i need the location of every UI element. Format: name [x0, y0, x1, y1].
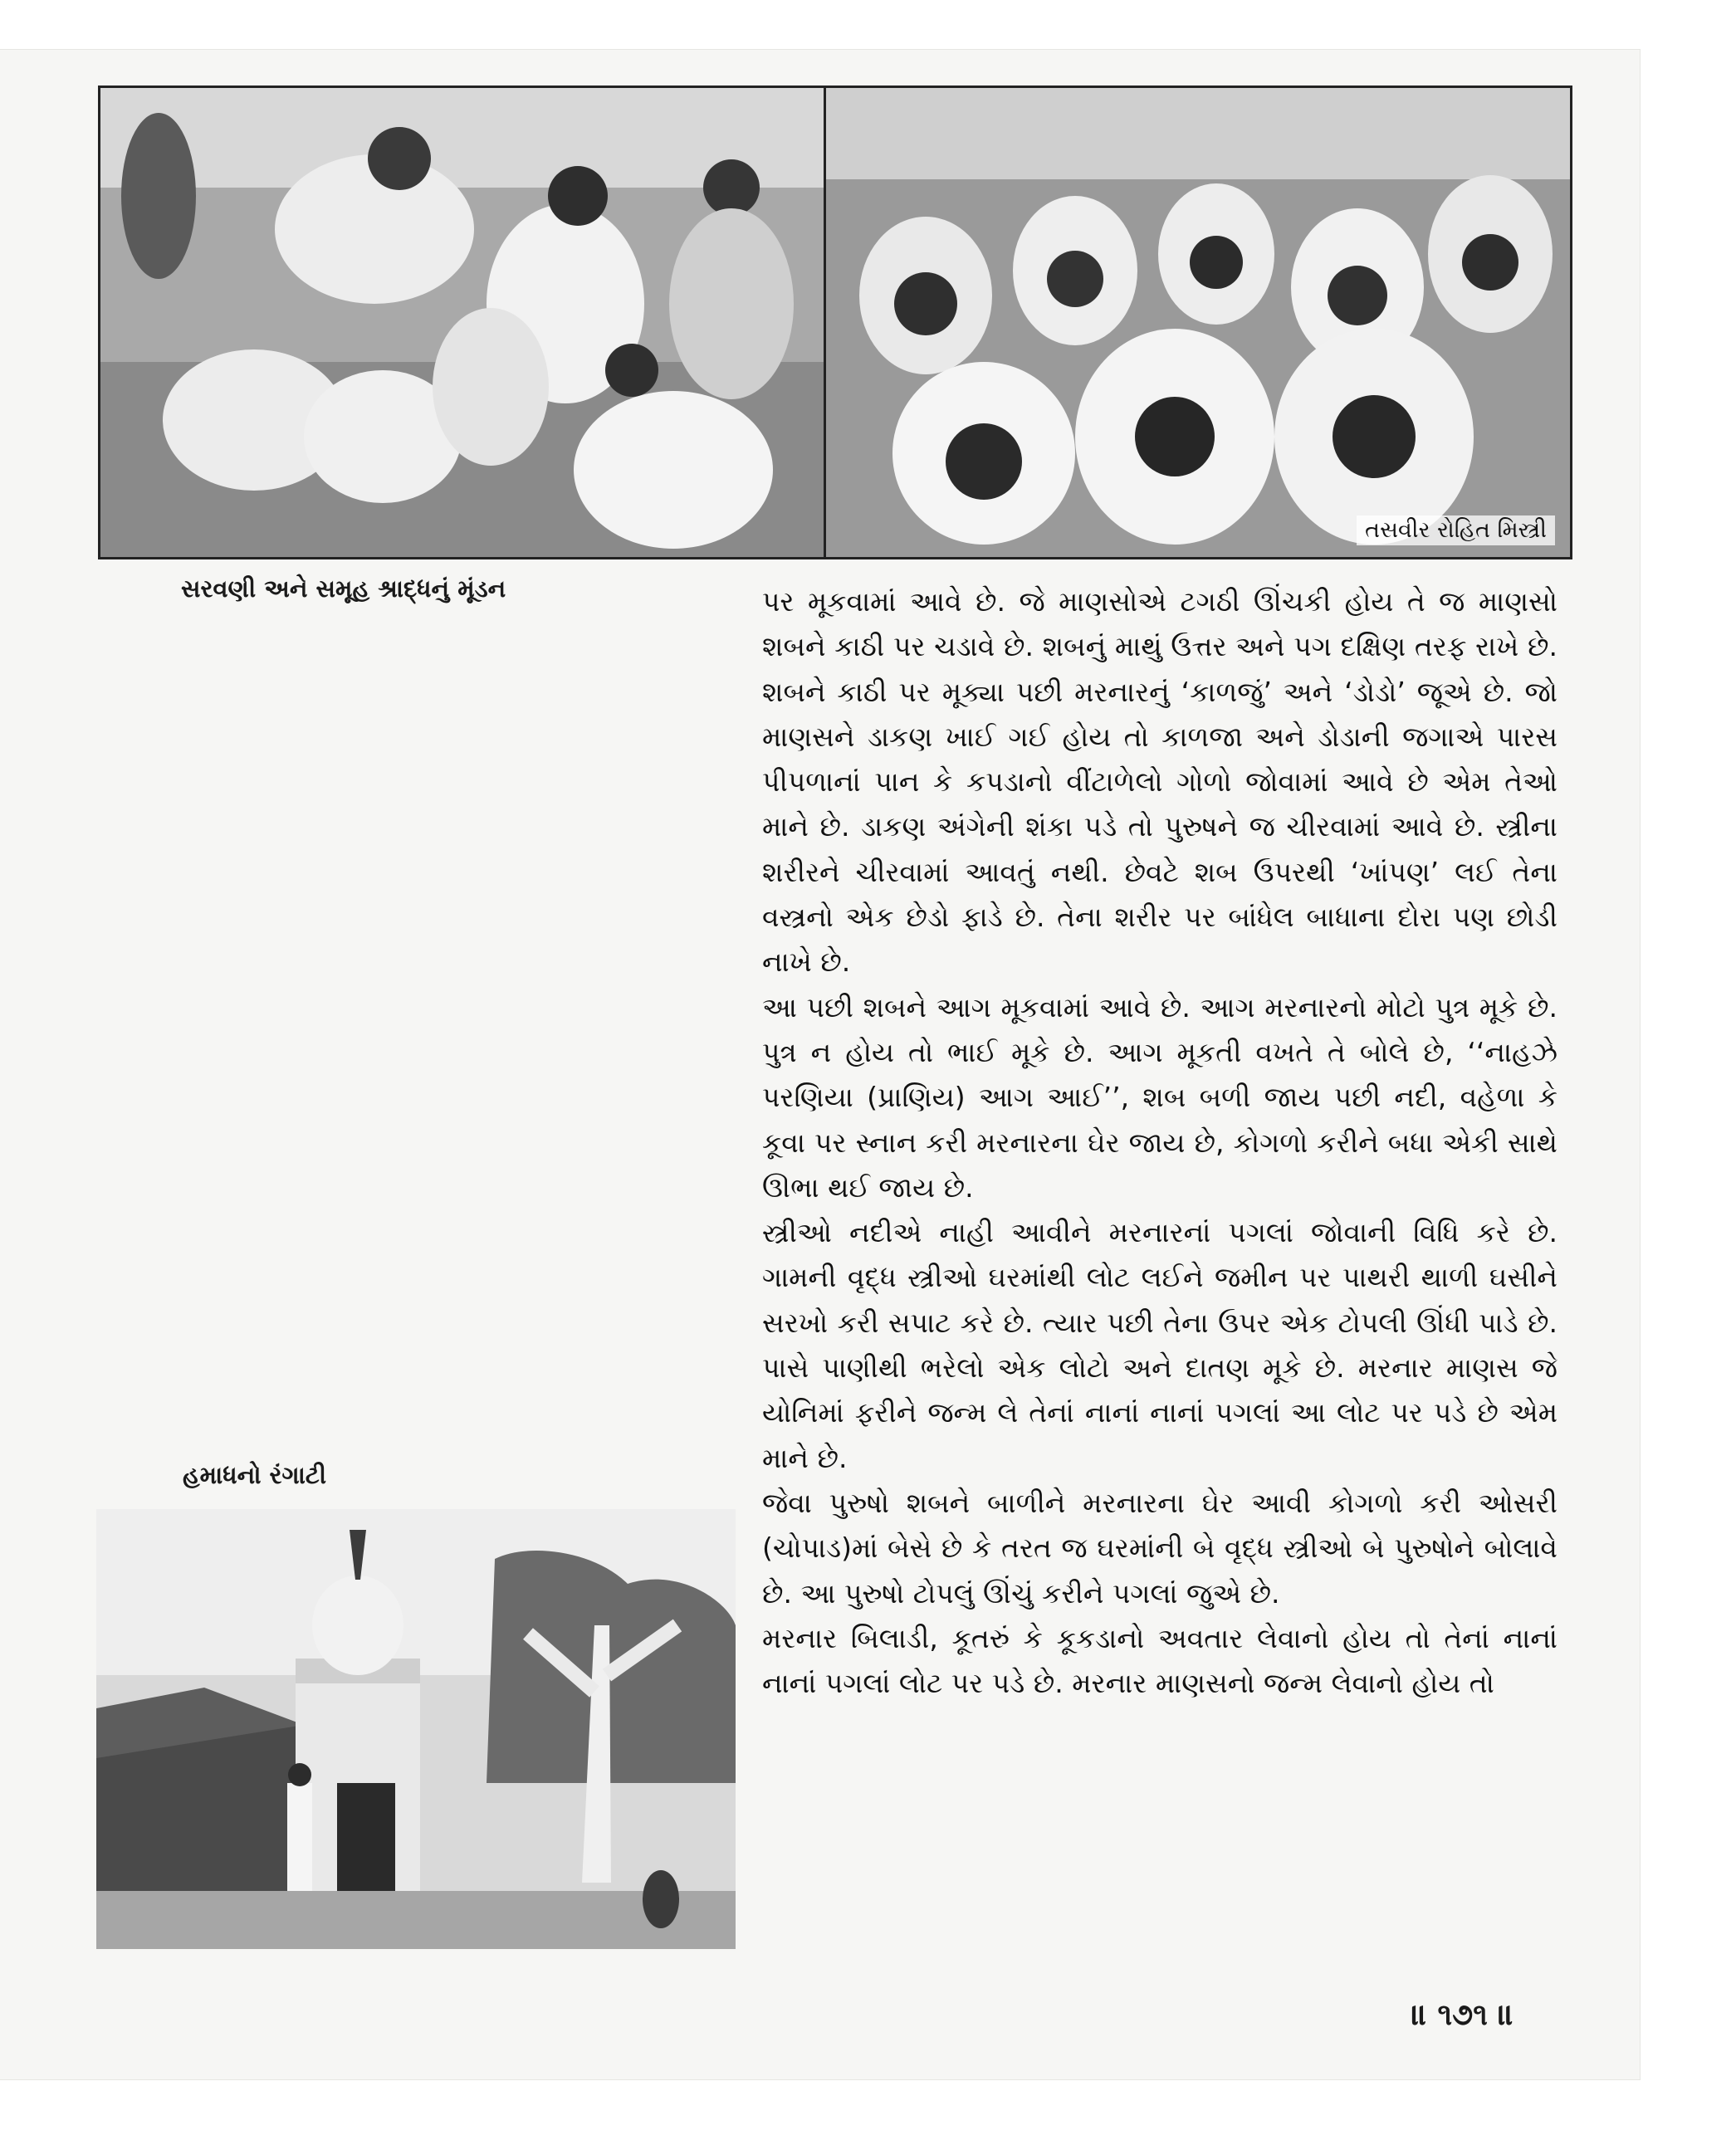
article-body: [762, 579, 1558, 1706]
caption-bottom: હમાધનો રંગાટી: [183, 1461, 326, 1489]
photo-mundan-image: [100, 88, 824, 557]
paragraph: મરનાર બિલાડી, કૂતરું કે કૂકડાનો અવતાર લેવાનો હોય તો તેનાં નાનાં નાનાં પગલાં લોટ પર પડે છે. મરનાર માણસનો જન્મ લેવાનો હોય તો: [762, 1621, 1558, 1700]
photo-women-gathering: [824, 85, 1572, 559]
photo-mundan-crowd: [98, 85, 827, 559]
photo-shrine-image: [96, 1509, 736, 1949]
paragraph: પર મૂકવામાં આવે છે. જે માણસોએ ટગઠી ઊંચકી હોય તે જ માણસો શબને કાઠી પર ચડાવે છે. શબનું માથું ઉત્તર અને પગ દક્ષિણ તરફ રાખે છે. શબને કાઠી પર મૂક્યા પછી મરનારનું ‘કાળજું’ અને ‘ડોડો’ જૂએ છે. જો માણસને ડાકણ ખાઈ ગઈ હોય તો કાળજા અને ડોડાની જગાએ પારસ પીપળાનાં પાન કે કપડાનો વીંટાળેલો ગોળો જોવામાં આવે છે એમ તેઓ માને છે. ડાકણ અંગેની શંકા પડે તો પુરુષને જ ચીરવામાં આવે છે. સ્ત્રીના શરીરને ચીરવામાં આવતું નથી. છેવટે શબ ઉપરથી ‘ખાંપણ’ લઈ તેના વસ્ત્રનો એક છેડો ફાડે છે. તેના શરીર પર બાંધેલ બાધાના દોરા પણ છોડી નાખે છે.: [762, 585, 1558, 979]
book-page: [0, 50, 1640, 2079]
photo-women-image: [826, 88, 1570, 557]
paragraph: જેવા પુરુષો શબને બાળીને મરનારના ઘેર આવી કોગળો કરી ઓસરી (ચોપાડ)માં બેસે છે કે તરત જ ઘરમાંની બે વૃદ્ધ સ્ત્રીઓ બે પુરુષોને બોલાવે છે. આ પુરુષો ટોપલું ઊંચું કરીને પગલાં જુએ છે.: [762, 1486, 1558, 1610]
caption-top: સરવણી અને સમૂહ શ્રાદ્ધનું મૂંડન: [181, 574, 506, 603]
paragraph: આ પછી શબને આગ મૂકવામાં આવે છે. આગ મરનારનો મોટો પુત્ર મૂકે છે. પુત્ર ન હોય તો ભાઈ મૂકે છે. આગ મૂકતી વખતે તે બોલે છે, ‘‘નાહઝે પરણિયા (પ્રાણિય) આગ આઈ’’, શબ બળી જાય પછી નદી, વહેળા કે કૂવા પર સ્નાન કરી મરનારના ઘેર જાય છે, કોગળો કરીને બધા એકી સાથે ઊભા થઈ જાય છે.: [762, 990, 1558, 1204]
photo-credit: તસવીર રોહિત મિસ્ત્રી: [1357, 515, 1555, 545]
photo-hamadh-shrine: [96, 1509, 736, 1949]
page-number: ॥ ૧૭૧ ॥: [1411, 1998, 1514, 2032]
paragraph: સ્ત્રીઓ નદીએ નાહી આવીને મરનારનાં પગલાં જોવાની વિધિ કરે છે. ગામની વૃદ્ધ સ્ત્રીઓ ઘરમાંથી લોટ લઈને જમીન પર પાથરી થાળી ઘસીને સરખો કરી સપાટ કરે છે. ત્યાર પછી તેના ઉપર એક ટોપલી ઊંધી પાડે છે. પાસે પાણીથી ભરેલો એક લોટો અને દાતણ મૂકે છે. મરનાર માણસ જે યોનિમાં ફરીને જન્મ લે તેનાં નાનાં નાનાં પગલાં આ લોટ પર પડે છે એમ માને છે.: [762, 1216, 1558, 1474]
